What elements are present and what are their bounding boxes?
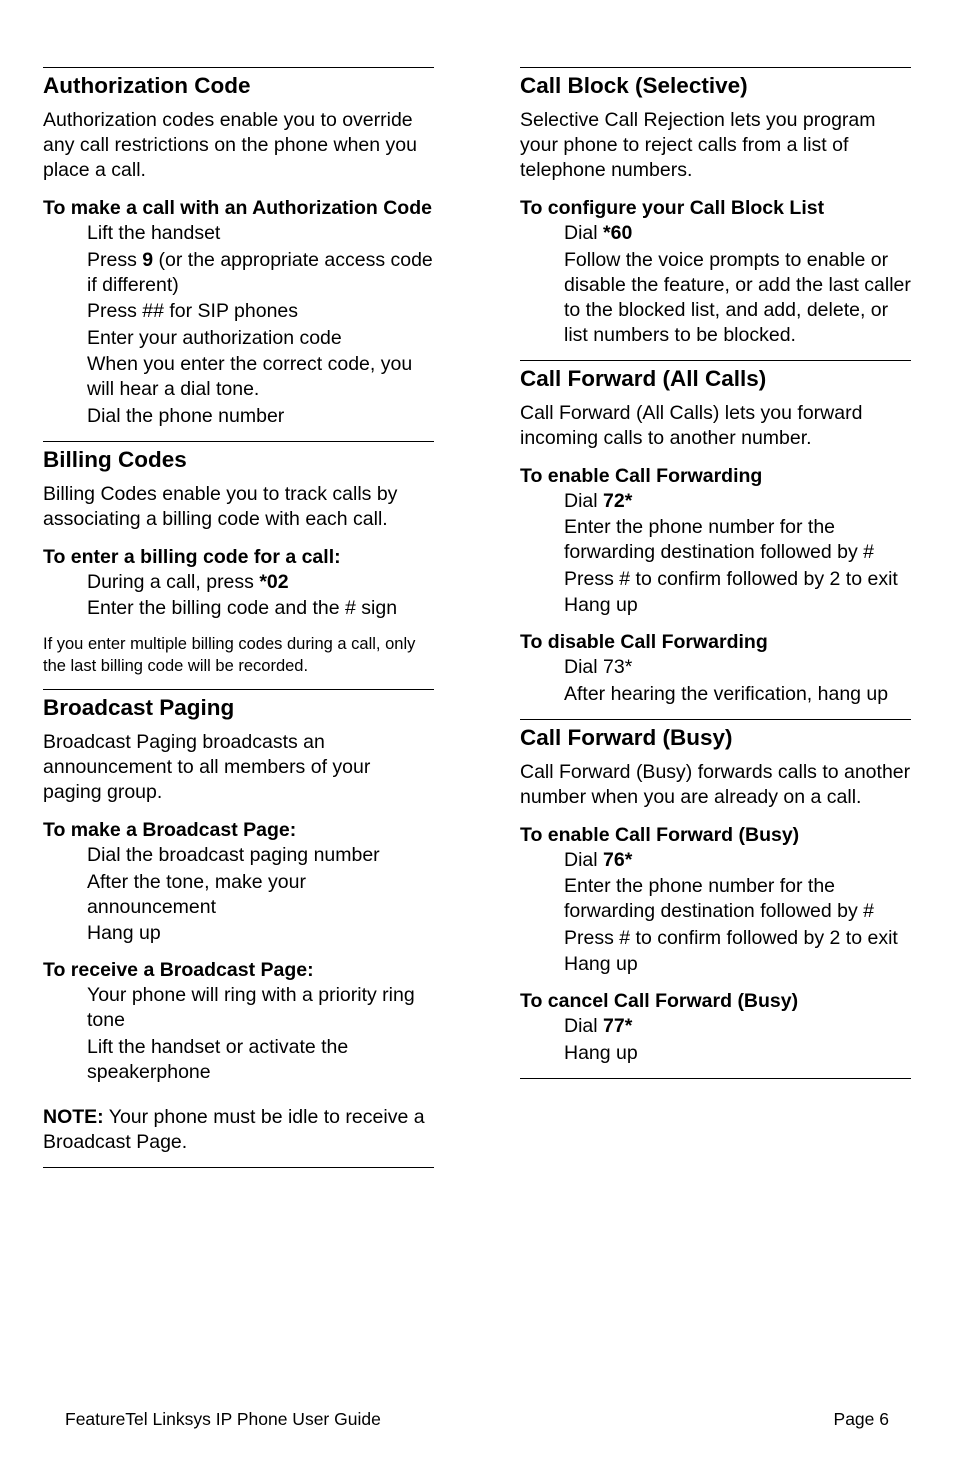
step-text: Hang up: [564, 594, 638, 616]
procedure-heading: To make a call with an Authorization Code: [43, 197, 432, 219]
section-description: Call Forward (Busy) forwards calls to another number when you are already on a call.: [520, 760, 911, 808]
step-text: Dial: [564, 222, 604, 244]
procedure-heading: To configure your Call Block List: [520, 197, 825, 219]
section-title: Billing Codes: [43, 446, 187, 472]
step: [87, 326, 434, 351]
step-text: Hang up: [564, 953, 638, 975]
step-text: Dial: [564, 1015, 604, 1037]
step-text: When you enter the correct code, you will hear a dial tone.: [87, 353, 413, 400]
step: [564, 593, 911, 618]
step-text: Dial: [564, 848, 604, 871]
procedure-heading: To enable Call Forwarding: [520, 464, 763, 487]
step: [87, 404, 434, 429]
step-text: Dial: [564, 489, 604, 512]
step-text: Press ## for SIP phones: [87, 300, 299, 322]
step-text: Dial the phone number: [87, 404, 285, 427]
step-text: Lift the handset: [87, 222, 221, 244]
section-call-block-selective: [520, 67, 911, 348]
step-text: Press # to confirm followed by 2 to exit: [564, 567, 898, 590]
step-text: Press # to confirm followed by 2 to exit: [564, 926, 898, 949]
step-text: Enter your authorization code: [87, 326, 342, 349]
step-text: After the tone, make your announcement: [87, 870, 306, 918]
procedure: [520, 630, 911, 707]
step: [564, 655, 911, 680]
step-key-sequence: 77*: [603, 1015, 633, 1037]
step-text: Press: [87, 248, 143, 271]
step-text: Follow the voice prompts to enable or disable the feature, or add the last caller to the blocked list, and add, delete, or list numbers to be blocked.: [564, 248, 911, 346]
note-text: Your phone must be idle to receive a Broadcast Page.: [43, 1105, 425, 1153]
procedure-heading: To enter a billing code for a call:: [43, 545, 341, 568]
step: [87, 352, 434, 402]
procedure-heading: To make a Broadcast Page:: [43, 819, 297, 841]
step-list: [43, 843, 434, 946]
step-key-sequence: *02: [259, 570, 289, 593]
step: [87, 983, 434, 1033]
step-text: Your phone will ring with a priority ring tone: [87, 984, 415, 1031]
step-list: [520, 489, 911, 619]
step: [564, 221, 911, 246]
note: [43, 1105, 434, 1155]
step-text: Enter the phone number for the forwarding destination followed by #: [564, 516, 875, 563]
step: [87, 843, 434, 868]
step: [564, 952, 911, 977]
step-key-sequence: 72*: [603, 489, 633, 512]
step: [564, 515, 911, 565]
procedure: [43, 958, 434, 1085]
step-text: Lift the handset or activate the speakerphone: [87, 1035, 349, 1083]
procedure: [43, 818, 434, 946]
section-end-rule: [43, 1167, 434, 1168]
step: [564, 874, 911, 924]
step: [564, 1014, 911, 1039]
step-list: [43, 221, 434, 429]
section-title: Broadcast Paging: [43, 695, 235, 720]
step: [87, 299, 434, 324]
small-note: If you enter multiple billing codes during a call, only the last billing code will be recorded.: [43, 635, 416, 675]
section-broadcast-paging: [43, 689, 434, 1155]
section-description: Broadcast Paging broadcasts an announcement to all members of your paging group.: [43, 731, 371, 803]
step: [87, 596, 434, 621]
section-billing-codes: [43, 441, 434, 678]
procedure-heading: To disable Call Forwarding: [520, 631, 768, 653]
section-description: Authorization codes enable you to override any call restrictions on the phone when you place a call.: [43, 109, 417, 181]
procedure-heading: To cancel Call Forward (Busy): [520, 990, 799, 1012]
step: [564, 1041, 911, 1066]
footer-page-number: Page 6: [833, 1409, 889, 1429]
step: [564, 248, 911, 348]
step-text: After hearing the verification, hang up: [564, 682, 889, 705]
procedure: [520, 196, 911, 348]
procedure: [43, 545, 434, 622]
step: [87, 248, 434, 298]
step-text: Dial the broadcast paging number: [87, 844, 380, 866]
step-text: Dial 73*: [564, 656, 633, 678]
step-list: [520, 1014, 911, 1066]
step-list: [520, 848, 911, 978]
section-description: Call Forward (All Calls) lets you forward incoming calls to another number.: [520, 401, 863, 449]
section-title: Call Forward (All Calls): [520, 365, 767, 391]
step-text: During a call, press: [87, 570, 260, 593]
step-list: [43, 570, 434, 622]
step: [564, 682, 911, 707]
step: [87, 870, 434, 920]
section-description: Selective Call Rejection lets you program your phone to reject calls from a list of telephone numbers.: [520, 109, 876, 181]
section-call-forward-busy: [520, 719, 911, 1066]
step: [564, 489, 911, 514]
step: [564, 848, 911, 873]
step-text: Hang up: [564, 1041, 638, 1064]
step-text: (or the appropriate access code if different): [87, 248, 433, 296]
step: [87, 921, 434, 946]
procedure: [520, 989, 911, 1066]
procedure-heading: To receive a Broadcast Page:: [43, 959, 314, 981]
left-column: [43, 67, 434, 1168]
step: [564, 567, 911, 592]
right-column: [520, 67, 911, 1079]
section-title: Call Forward (Busy): [520, 724, 733, 750]
step-list: [43, 983, 434, 1085]
step-key-sequence: 9: [142, 248, 154, 271]
section-title: Authorization Code: [43, 73, 251, 98]
procedure: [520, 464, 911, 619]
section-description: Billing Codes enable you to track calls by associating a billing code with each call.: [43, 482, 398, 530]
step: [564, 926, 911, 951]
section-title: Call Block (Selective): [520, 73, 748, 98]
section-end-rule: [520, 1078, 911, 1079]
procedure: [43, 196, 434, 429]
procedure-heading: To enable Call Forward (Busy): [520, 823, 800, 846]
step-list: [520, 655, 911, 707]
step-key-sequence: *60: [603, 222, 633, 244]
section-authorization-code: [43, 67, 434, 429]
step: [87, 221, 434, 246]
procedure: [520, 823, 911, 978]
step: [87, 570, 434, 595]
section-call-forward-all-calls: [520, 360, 911, 707]
step-text: Hang up: [87, 922, 161, 944]
step-text: Enter the billing code and the # sign: [87, 597, 398, 619]
step-key-sequence: 76*: [603, 848, 633, 871]
note-label: NOTE:: [43, 1105, 104, 1128]
step-text: Enter the phone number for the forwarding destination followed by #: [564, 875, 875, 922]
footer-title: FeatureTel Linksys IP Phone User Guide: [65, 1409, 381, 1429]
step: [87, 1035, 434, 1085]
step-list: [520, 221, 911, 348]
